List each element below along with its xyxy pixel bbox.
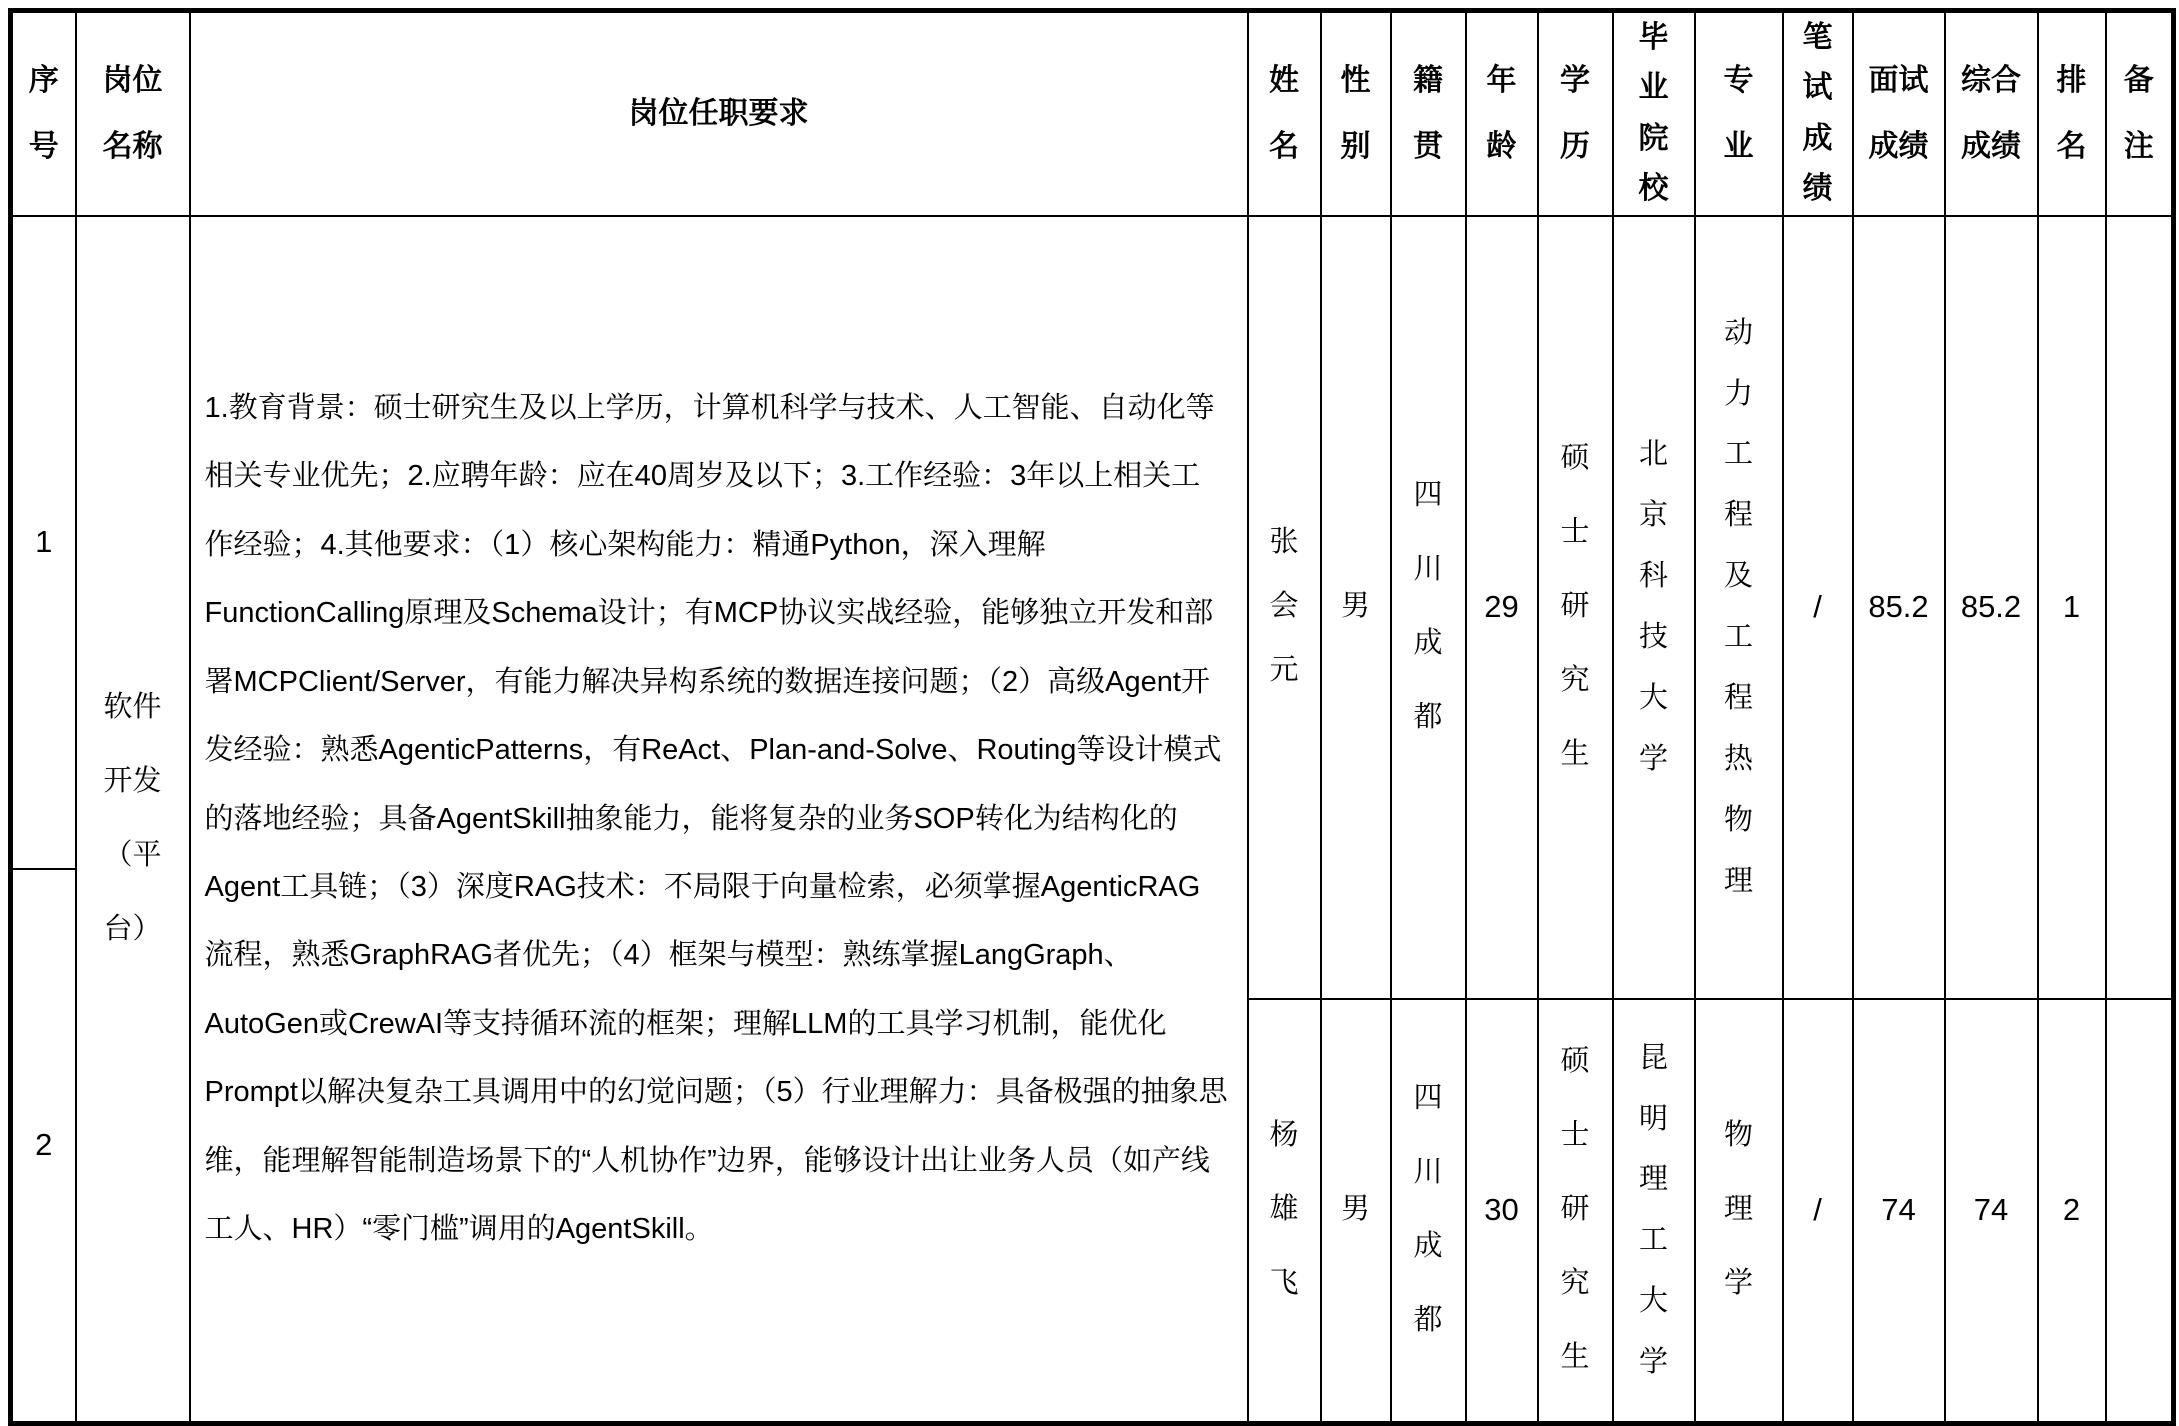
cell-requirements: 1.教育背景：硕士研究生及以上学历，计算机科学与技术、人工智能、自动化等相关专业优先；2.应聘年龄：应在40周岁及以下；3.工作经验：3年以上相关工作经验；4.其他要求：（1）核心架构能力：精通Python，深入理解FunctionCalling原理及Schema设计；有MCP协议实战经验，能够独立开发和部署MCPClient/Server，有能力解决异构系统的数据连接问题；（2）高级Agent开发经验：熟悉AgenticPatterns，有ReAct、Plan-and-Solve、Routing等设计模式的落地经验；具备AgentSkill抽象能力，能将复杂的业务SOP转化为结构化的Agent工具链；（3）深度RAG技术：不局限于向量检索，必须掌握AgenticRAG流程，熟悉GraphRAG者优先；（4）框架与模型：熟练掌握LangGraph、AutoGen或CrewAI等支持循环流的框架；理解LLM的工具学习机制，能优化Prompt以解决复杂工具调用中的幻觉问题；（5）行业理解力：具备极强的抽象思维，能理解智能制造场景下的“人机协作”边界，能够设计出让业务人员（如产线工人、HR）“零门槛”调用的AgentSkill。	[190, 216, 1248, 1424]
cell-interview-score-2: 74	[1853, 999, 1945, 1424]
cell-overall-score-1: 85.2	[1945, 216, 2038, 999]
candidate-1-education: 硕士研究生	[1560, 442, 1590, 770]
candidate-2-name: 杨雄飞	[1269, 1119, 1299, 1300]
header-university-label: 毕业院校	[1638, 21, 1669, 206]
cell-age-1: 29	[1466, 216, 1538, 999]
header-written-score	[1783, 11, 1853, 216]
header-requirements-label: 岗位任职要求	[628, 97, 809, 131]
header-row	[11, 11, 2174, 216]
header-native-place-label: 籍贯	[1413, 63, 1443, 163]
header-job-title-label: 岗位名称	[102, 63, 163, 163]
cell-university-1	[1613, 216, 1695, 999]
header-overall-score	[1945, 11, 2038, 216]
candidate-2-university: 昆明理工大学	[1638, 1041, 1668, 1379]
cell-overall-score-2: 74	[1945, 999, 2038, 1424]
header-gender	[1321, 11, 1391, 216]
candidate-1-major: 动力工程及工程热物理	[1723, 316, 1753, 897]
candidate-2-education: 硕士研究生	[1560, 1045, 1590, 1374]
header-age	[1466, 11, 1538, 216]
cell-remark-1	[2106, 216, 2174, 999]
header-native-place	[1391, 11, 1466, 216]
cell-age-2: 30	[1466, 999, 1538, 1424]
header-age-label: 年龄	[1486, 63, 1517, 163]
cell-education-1	[1538, 216, 1613, 999]
candidate-1-university: 北京科技大学	[1638, 438, 1668, 775]
cell-gender-2	[1321, 999, 1391, 1424]
cell-job-title	[76, 216, 190, 1424]
cell-rank-1: 1	[2038, 216, 2106, 999]
header-education	[1538, 11, 1613, 216]
header-name	[1248, 11, 1321, 216]
cell-native-place-2	[1391, 999, 1466, 1424]
cell-interview-score-1: 85.2	[1853, 216, 1945, 999]
cell-rank-2: 2	[2038, 999, 2106, 1424]
cell-name-2	[1248, 999, 1321, 1424]
header-university	[1613, 11, 1695, 216]
header-written-score-label: 笔试成绩	[1802, 21, 1833, 206]
header-gender-label: 性别	[1340, 63, 1371, 163]
candidate-1-name: 张会元	[1269, 526, 1299, 686]
cell-written-score-2: /	[1783, 999, 1853, 1424]
cell-education-2	[1538, 999, 1613, 1424]
cell-university-2	[1613, 999, 1695, 1424]
cell-native-place-1	[1391, 216, 1466, 999]
header-rank-label: 排名	[2056, 63, 2087, 163]
cell-seq-2: 2	[11, 869, 76, 1424]
candidate-score-table	[8, 8, 2176, 1426]
header-major	[1695, 11, 1783, 216]
header-requirements	[190, 11, 1248, 216]
header-rank	[2038, 11, 2106, 216]
cell-major-2	[1695, 999, 1783, 1424]
table-row-candidate-1	[11, 216, 2174, 869]
cell-written-score-1: /	[1783, 216, 1853, 999]
header-major-label: 专业	[1723, 63, 1754, 163]
job-title-text: 软件开发（平台）	[103, 690, 162, 945]
candidate-1-gender: 男	[1340, 590, 1370, 623]
document-sheet	[8, 8, 2176, 1426]
header-seq	[11, 11, 76, 216]
cell-name-1	[1248, 216, 1321, 999]
candidate-2-major: 物理学	[1723, 1119, 1753, 1300]
header-interview-score	[1853, 11, 1945, 216]
cell-major-1	[1695, 216, 1783, 999]
header-interview-score-label: 面试成绩	[1868, 63, 1929, 163]
cell-gender-1	[1321, 216, 1391, 999]
header-remark	[2106, 11, 2174, 216]
candidate-2-native-place: 四川成都	[1413, 1082, 1443, 1337]
candidate-2-gender: 男	[1340, 1193, 1370, 1226]
header-education-label: 学历	[1560, 63, 1590, 163]
header-seq-label: 序号	[28, 63, 59, 163]
cell-seq-1: 1	[11, 216, 76, 869]
header-remark-label: 备注	[2123, 63, 2154, 163]
header-overall-score-label: 综合成绩	[1961, 63, 2021, 163]
candidate-1-native-place: 四川成都	[1413, 479, 1443, 733]
header-name-label: 姓名	[1269, 63, 1299, 163]
header-job-title	[76, 11, 190, 216]
cell-remark-2	[2106, 999, 2174, 1424]
